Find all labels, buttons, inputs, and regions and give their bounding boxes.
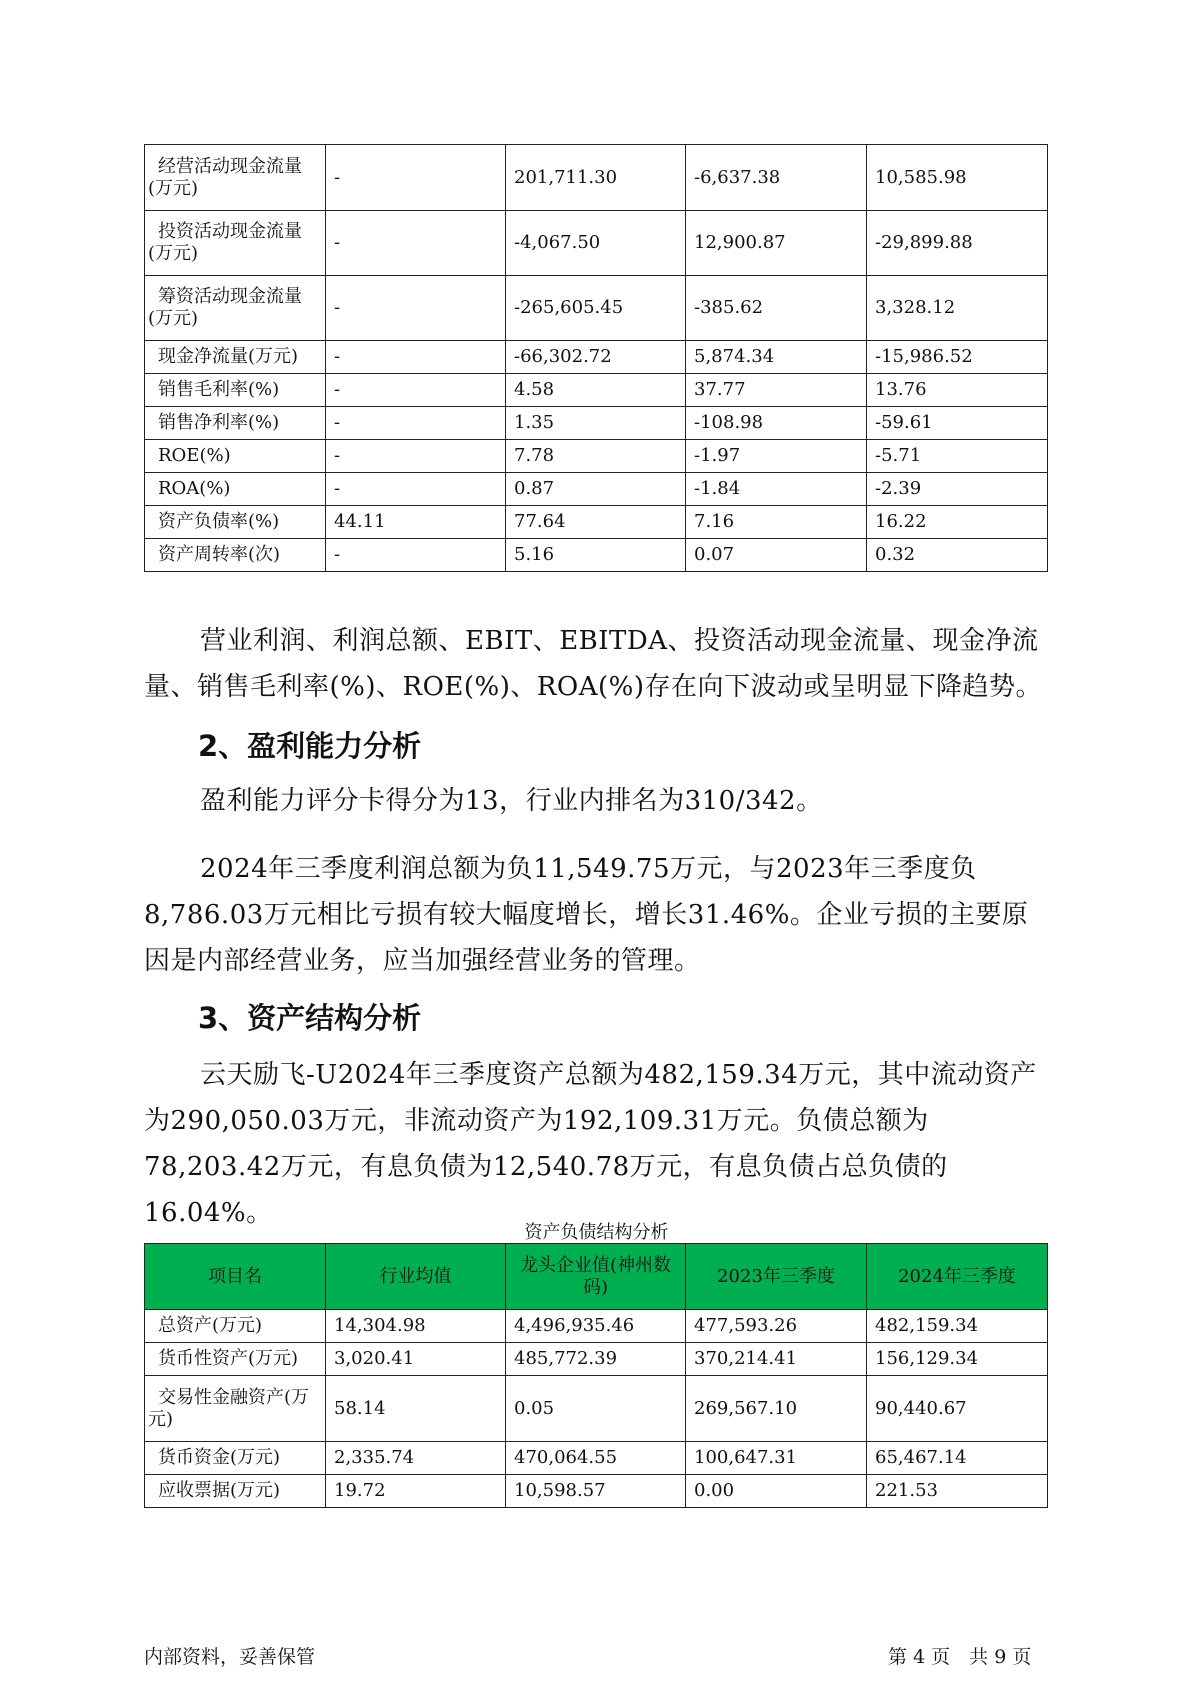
table-header-row (145, 1244, 1048, 1310)
cell: 19.72 (326, 1475, 506, 1508)
cell: 14,304.98 (326, 1310, 506, 1343)
row-name: 经营活动现金流量(万元) (145, 145, 326, 211)
cell: - (326, 276, 506, 341)
cell: 3,020.41 (326, 1343, 506, 1376)
profit-analysis-paragraph: 2024年三季度利润总额为负11,549.75万元，与2023年三季度负8,786.03万元相比亏损有较大幅度增长，增长31.46%。企业亏损的主要原因是内部经营业务，应当加强经营业务的管理。 (144, 854, 1029, 976)
section-heading-profitability: 2、盈利能力分析 (198, 729, 422, 763)
cell: 5.16 (506, 539, 686, 572)
table-row (145, 440, 1048, 473)
cell: 2,335.74 (326, 1442, 506, 1475)
cell: -5.71 (867, 440, 1048, 473)
cell: -385.62 (686, 276, 867, 341)
row-name: 现金净流量(万元) (145, 341, 326, 374)
row-name: 货币性资产(万元) (145, 1343, 326, 1376)
row-name: 应收票据(万元) (145, 1475, 326, 1508)
row-name: 总资产(万元) (145, 1310, 326, 1343)
cell: -6,637.38 (686, 145, 867, 211)
cell: 0.32 (867, 539, 1048, 572)
table-row (145, 1343, 1048, 1376)
table-caption: 资产负债结构分析 (524, 1222, 669, 1243)
row-name: 投资活动现金流量(万元) (145, 211, 326, 276)
table-row (145, 1376, 1048, 1442)
cell: - (326, 539, 506, 572)
trend-paragraph: 营业利润、利润总额、EBIT、EBITDA、投资活动现金流量、现金净流量、销售毛利率(%)、ROE(%)、ROA(%)存在向下波动或呈明显下降趋势。 (144, 626, 1043, 702)
table-row (145, 276, 1048, 341)
cell: 0.87 (506, 473, 686, 506)
row-name: 货币资金(万元) (145, 1442, 326, 1475)
cell: -66,302.72 (506, 341, 686, 374)
cell: - (326, 341, 506, 374)
footer-confidential-note: 内部资料，妥善保管 (144, 1646, 316, 1668)
asset-structure-paragraph: 云天励飞-U2024年三季度资产总额为482,159.34万元，其中流动资产为290,050.03万元，非流动资产为192,109.31万元。负债总额为78,203.42万元，有息负债为12,540.78万元，有息负债占总负债的16.04%。 (144, 1060, 1037, 1228)
cell: 3,328.12 (867, 276, 1048, 341)
table-row (145, 407, 1048, 440)
cell: -2.39 (867, 473, 1048, 506)
cell: -15,986.52 (867, 341, 1048, 374)
cell: 0.00 (686, 1475, 867, 1508)
cell: 1.35 (506, 407, 686, 440)
row-name: 筹资活动现金流量(万元) (145, 276, 326, 341)
table-row (145, 145, 1048, 211)
asset-liability-table (144, 1243, 1048, 1508)
table-row (145, 341, 1048, 374)
column-header: 龙头企业值(神州数码) (506, 1244, 686, 1310)
cell: - (326, 440, 506, 473)
footer-page-number: 第 4 页 共 9 页 (888, 1646, 1032, 1668)
cell: 44.11 (326, 506, 506, 539)
column-header: 行业均值 (326, 1244, 506, 1310)
cell: 37.77 (686, 374, 867, 407)
cell: 77.64 (506, 506, 686, 539)
row-name: 销售净利率(%) (145, 407, 326, 440)
row-name: 资产周转率(次) (145, 539, 326, 572)
cell: - (326, 145, 506, 211)
cell: -1.97 (686, 440, 867, 473)
table-row (145, 1310, 1048, 1343)
financial-indicators-table (144, 144, 1048, 572)
table-row (145, 539, 1048, 572)
profitability-score-paragraph: 盈利能力评分卡得分为13，行业内排名为310/342。 (200, 786, 823, 816)
cell: - (326, 211, 506, 276)
cell: -29,899.88 (867, 211, 1048, 276)
row-name: 资产负债率(%) (145, 506, 326, 539)
cell: 370,214.41 (686, 1343, 867, 1376)
cell: 5,874.34 (686, 341, 867, 374)
table-row (145, 1475, 1048, 1508)
cell: 156,129.34 (867, 1343, 1048, 1376)
cell: 90,440.67 (867, 1376, 1048, 1442)
column-header: 2023年三季度 (686, 1244, 867, 1310)
row-name: ROE(%) (145, 440, 326, 473)
cell: 269,567.10 (686, 1376, 867, 1442)
cell: 65,467.14 (867, 1442, 1048, 1475)
cell: 485,772.39 (506, 1343, 686, 1376)
cell: -265,605.45 (506, 276, 686, 341)
cell: 470,064.55 (506, 1442, 686, 1475)
cell: 221.53 (867, 1475, 1048, 1508)
cell: 10,598.57 (506, 1475, 686, 1508)
cell: 10,585.98 (867, 145, 1048, 211)
cell: 4.58 (506, 374, 686, 407)
row-name: 交易性金融资产(万元) (145, 1376, 326, 1442)
cell: 201,711.30 (506, 145, 686, 211)
row-name: 销售毛利率(%) (145, 374, 326, 407)
cell: 12,900.87 (686, 211, 867, 276)
table-row (145, 473, 1048, 506)
cell: 4,496,935.46 (506, 1310, 686, 1343)
cell: 0.05 (506, 1376, 686, 1442)
cell: 482,159.34 (867, 1310, 1048, 1343)
cell: 7.16 (686, 506, 867, 539)
cell: -1.84 (686, 473, 867, 506)
column-header: 项目名 (145, 1244, 326, 1310)
cell: - (326, 473, 506, 506)
section-heading-asset-structure: 3、资产结构分析 (198, 1001, 422, 1035)
table-row (145, 211, 1048, 276)
cell: 100,647.31 (686, 1442, 867, 1475)
cell: 0.07 (686, 539, 867, 572)
row-name: ROA(%) (145, 473, 326, 506)
table-row (145, 374, 1048, 407)
cell: 7.78 (506, 440, 686, 473)
cell: - (326, 374, 506, 407)
cell: 13.76 (867, 374, 1048, 407)
cell: 58.14 (326, 1376, 506, 1442)
cell: -59.61 (867, 407, 1048, 440)
cell: -4,067.50 (506, 211, 686, 276)
cell: - (326, 407, 506, 440)
cell: -108.98 (686, 407, 867, 440)
cell: 16.22 (867, 506, 1048, 539)
column-header: 2024年三季度 (867, 1244, 1048, 1310)
table-row (145, 1442, 1048, 1475)
table-row (145, 506, 1048, 539)
cell: 477,593.26 (686, 1310, 867, 1343)
